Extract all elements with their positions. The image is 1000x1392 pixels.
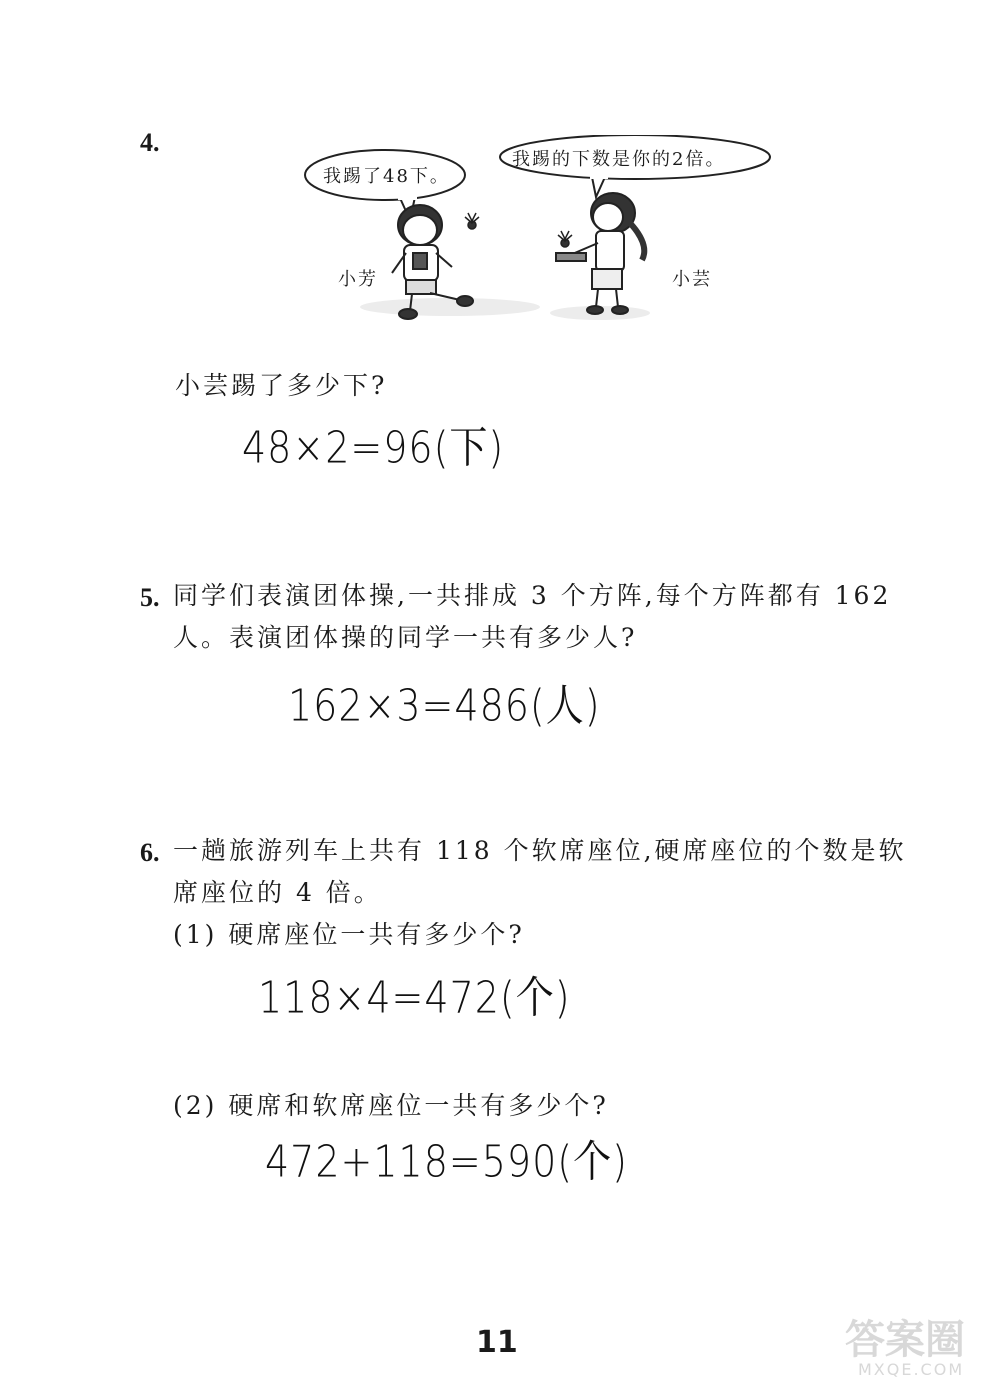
- question-5-answer: 162×3=486(人): [288, 680, 601, 731]
- watermark-logo: 答案圈: [845, 1317, 965, 1363]
- question-4-number: 4.: [140, 128, 160, 157]
- question-6-sub-1-answer: 118×4=472(个): [258, 972, 571, 1023]
- question-6-line-1: 一趟旅游列车上共有 118 个软席座位,硬席座位的个数是软: [173, 836, 907, 865]
- question-4-answer: 48×2=96(下): [242, 422, 505, 473]
- question-5-line-2: 人。表演团体操的同学一共有多少人?: [173, 623, 638, 652]
- shuttlecock-icon: [558, 231, 572, 247]
- question-6-sub-2-answer: 472+118=590(个): [265, 1136, 628, 1187]
- question-6-sub-1: (1) 硬席座位一共有多少个?: [173, 920, 525, 949]
- question-4-text: 小芸踢了多少下?: [175, 371, 388, 400]
- question-5-number: 5.: [140, 583, 160, 612]
- speech-bubble-left-text: 我踢了48下。: [323, 166, 450, 187]
- caption-xiaoyun: 小芸: [672, 269, 712, 290]
- page-number: 11: [476, 1325, 518, 1360]
- question-6-line-2: 席座位的 4 倍。: [173, 878, 382, 907]
- question-6-sub-2: (2) 硬席和软席座位一共有多少个?: [173, 1091, 609, 1120]
- shuttlecock-icon: [465, 213, 479, 229]
- girl-xiaoyun-figure: [556, 193, 644, 314]
- question-5-line-1: 同学们表演团体操,一共排成 3 个方阵,每个方阵都有 162: [173, 581, 892, 610]
- caption-xiaofang: 小芳: [338, 269, 378, 290]
- speech-bubble-right-text: 我踢的下数是你的2倍。: [512, 149, 726, 170]
- watermark-url: MXQE.COM: [858, 1360, 965, 1379]
- question-6-number: 6.: [140, 838, 160, 867]
